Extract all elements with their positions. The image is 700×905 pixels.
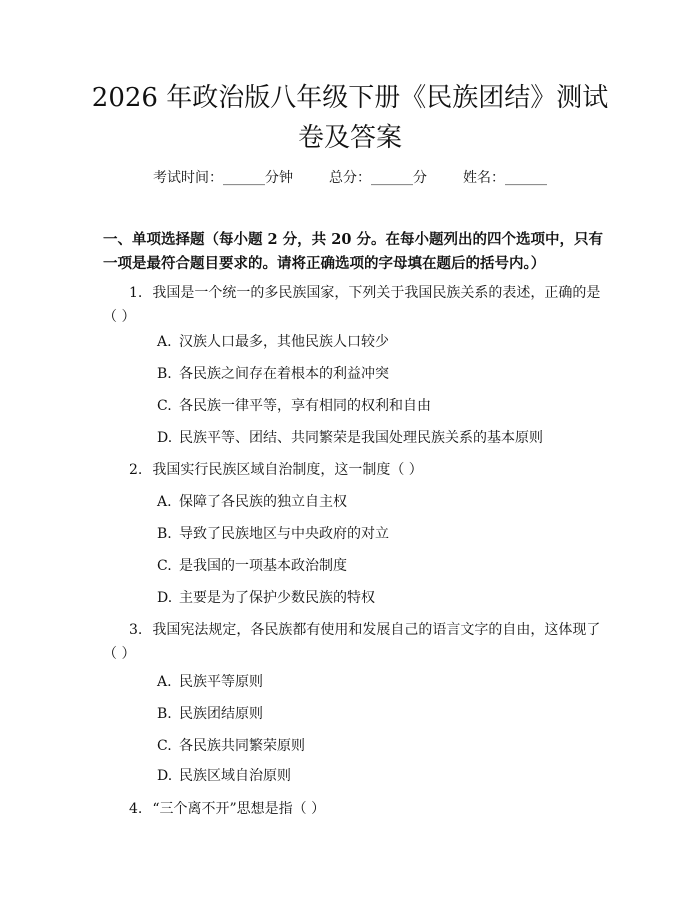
question-2-option-c bbox=[157, 556, 347, 576]
option-text: 导致了民族地区与中央政府的对立 bbox=[179, 526, 389, 542]
option-text: 民族平等、团结、共同繁荣是我国处理民族关系的基本原则 bbox=[179, 430, 543, 446]
question-1-option-c bbox=[157, 396, 431, 416]
option-label: B. bbox=[157, 706, 172, 722]
option-label: B. bbox=[157, 526, 172, 542]
exam-info-line bbox=[0, 168, 700, 188]
option-text: 各民族一律平等，享有相同的权利和自由 bbox=[179, 398, 431, 414]
question-1-option-d bbox=[157, 428, 543, 448]
option-label: C. bbox=[157, 398, 172, 414]
total-score-field: 总分：______分 bbox=[329, 170, 427, 186]
option-label: C. bbox=[157, 738, 172, 754]
question-3-option-d bbox=[157, 766, 291, 786]
option-text: 民族团结原则 bbox=[179, 706, 263, 722]
option-text: 主要是为了保护少数民族的特权 bbox=[179, 590, 375, 606]
option-label: A. bbox=[157, 494, 172, 510]
option-label: D. bbox=[157, 590, 173, 606]
option-label: A. bbox=[157, 674, 172, 690]
section-heading: 一、单项选择题（每小题 2 分，共 20 分。在每小题列出的四个选项中，只有一项是最符合题目要求的。请将正确选项的字母填在题后的括号内。） bbox=[103, 231, 603, 272]
exam-time-field: 考试时间：______分钟 bbox=[153, 170, 293, 186]
question-3 bbox=[103, 618, 603, 666]
option-text: 各民族之间存在着根本的利益冲突 bbox=[179, 366, 389, 382]
question-number: 2. bbox=[129, 462, 143, 478]
option-label: D. bbox=[157, 768, 173, 784]
question-2-option-d bbox=[157, 588, 375, 608]
question-number: 3. bbox=[129, 622, 143, 638]
question-3-option-b bbox=[157, 704, 263, 724]
question-1-option-a bbox=[157, 332, 389, 352]
option-text: 各民族共同繁荣原则 bbox=[179, 738, 305, 754]
option-text: 民族平等原则 bbox=[179, 674, 263, 690]
question-1-option-b bbox=[157, 364, 389, 384]
question-3-option-a bbox=[157, 672, 263, 692]
question-2-option-b bbox=[157, 524, 389, 544]
option-label: D. bbox=[157, 430, 173, 446]
question-text: 我国是一个统一的多民族国家，下列关于我国民族关系的表述，正确的是（ ） bbox=[103, 285, 601, 325]
option-label: B. bbox=[157, 366, 172, 382]
question-2-option-a bbox=[157, 492, 347, 512]
exam-title: 2026 年政治版八年级下册《民族团结》测试卷及答案 bbox=[91, 83, 609, 153]
question-text: 我国宪法规定，各民族都有使用和发展自己的语言文字的自由，这体现了（ ） bbox=[103, 622, 601, 662]
option-label: A. bbox=[157, 334, 172, 350]
question-text: “三个离不开”思想是指（ ） bbox=[152, 801, 326, 817]
question-text: 我国实行民族区域自治制度，这一制度（ ） bbox=[152, 462, 423, 478]
question-3-option-c bbox=[157, 736, 305, 756]
question-4 bbox=[103, 797, 603, 821]
option-text: 民族区域自治原则 bbox=[179, 768, 291, 784]
student-name-field: 姓名：______ bbox=[463, 170, 547, 186]
option-text: 汉族人口最多，其他民族人口较少 bbox=[179, 334, 389, 350]
option-text: 是我国的一项基本政治制度 bbox=[179, 558, 347, 574]
question-number: 1. bbox=[129, 285, 143, 301]
option-label: C. bbox=[157, 558, 172, 574]
question-2 bbox=[103, 458, 603, 482]
question-1 bbox=[103, 281, 603, 329]
option-text: 保障了各民族的独立自主权 bbox=[179, 494, 347, 510]
question-number: 4. bbox=[129, 801, 143, 817]
